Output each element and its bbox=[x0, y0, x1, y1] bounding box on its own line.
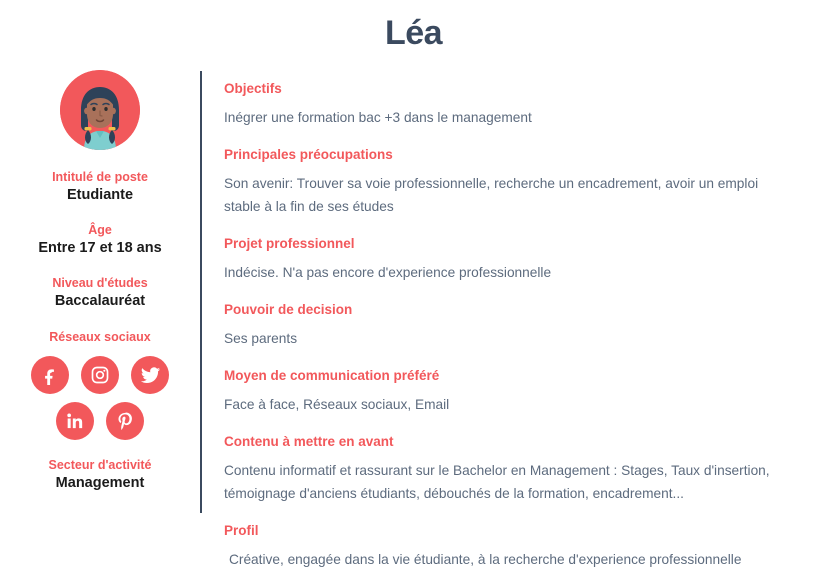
main-content bbox=[202, 68, 827, 587]
sidebar-field-secteur-label: Secteur d'activité bbox=[48, 458, 152, 472]
sidebar-field-poste bbox=[0, 169, 200, 205]
sidebar-social-label: Réseaux sociaux bbox=[49, 330, 151, 344]
section-contenu-avant bbox=[224, 433, 827, 505]
page-title: Léa bbox=[384, 14, 443, 52]
sidebar-field-age-value: Entre 17 et 18 ans bbox=[38, 240, 162, 256]
social-icon-row-bottom bbox=[0, 402, 200, 440]
avatar bbox=[60, 70, 140, 150]
section-projet-professionnel-heading: Projet professionnel bbox=[224, 236, 355, 251]
sidebar-field-secteur-value: Management bbox=[55, 475, 145, 491]
section-pouvoir-de-decision-body: Ses parents bbox=[224, 331, 298, 346]
section-projet-professionnel-body: Indécise. N'a pas encore d'experience professionnelle bbox=[224, 265, 552, 280]
sidebar-social-section bbox=[0, 329, 200, 440]
linkedin-icon[interactable] bbox=[56, 402, 94, 440]
persona-body bbox=[0, 68, 827, 587]
instagram-icon[interactable] bbox=[81, 356, 119, 394]
section-preocupations-body: Son avenir: Trouver sa voie professionnelle, recherche un encadrement, avoir un emploi stable à la fin de ses études bbox=[224, 176, 759, 214]
sidebar-field-poste-label: Intitulé de poste bbox=[52, 170, 148, 184]
sidebar-field-age bbox=[0, 222, 200, 258]
twitter-icon[interactable] bbox=[131, 356, 169, 394]
sidebar bbox=[0, 68, 200, 587]
section-preocupations-heading: Principales préocupations bbox=[224, 147, 393, 162]
section-objectifs-heading: Objectifs bbox=[224, 81, 282, 96]
section-preocupations bbox=[224, 146, 827, 218]
pinterest-icon[interactable] bbox=[106, 402, 144, 440]
section-profil-heading: Profil bbox=[224, 523, 259, 538]
section-pouvoir-de-decision bbox=[224, 301, 827, 350]
section-pouvoir-de-decision-heading: Pouvoir de decision bbox=[224, 302, 353, 317]
section-contenu-avant-body: Contenu informatif et rassurant sur le Bachelor en Management : Stages, Taux d'insertion, témoignage d'anciens étudiants, débouchés de la formation, encadrement... bbox=[224, 463, 770, 501]
section-projet-professionnel bbox=[224, 235, 827, 284]
section-contenu-avant-heading: Contenu à mettre en avant bbox=[224, 434, 394, 449]
social-icon-group bbox=[0, 356, 200, 440]
sidebar-field-etudes-label: Niveau d'études bbox=[52, 276, 148, 290]
facebook-icon[interactable] bbox=[31, 356, 69, 394]
sidebar-field-etudes-value: Baccalauréat bbox=[54, 293, 146, 309]
sidebar-field-age-label: Âge bbox=[88, 223, 112, 237]
section-profil-body: Créative, engagée dans la vie étudiante, à la recherche d'experience professionnelle bbox=[229, 552, 742, 567]
sidebar-field-secteur bbox=[0, 457, 200, 493]
sidebar-field-etudes bbox=[0, 275, 200, 311]
section-moyen-communication-body: Face à face, Réseaux sociaux, Email bbox=[224, 397, 450, 412]
section-objectifs-body: Inégrer une formation bac +3 dans le management bbox=[224, 110, 532, 125]
section-objectifs bbox=[224, 80, 827, 129]
section-profil bbox=[224, 522, 827, 571]
sidebar-field-poste-value: Etudiante bbox=[66, 187, 134, 203]
section-moyen-communication bbox=[224, 367, 827, 416]
section-moyen-communication-heading: Moyen de communication préféré bbox=[224, 368, 440, 383]
social-icon-row-top bbox=[0, 356, 200, 394]
